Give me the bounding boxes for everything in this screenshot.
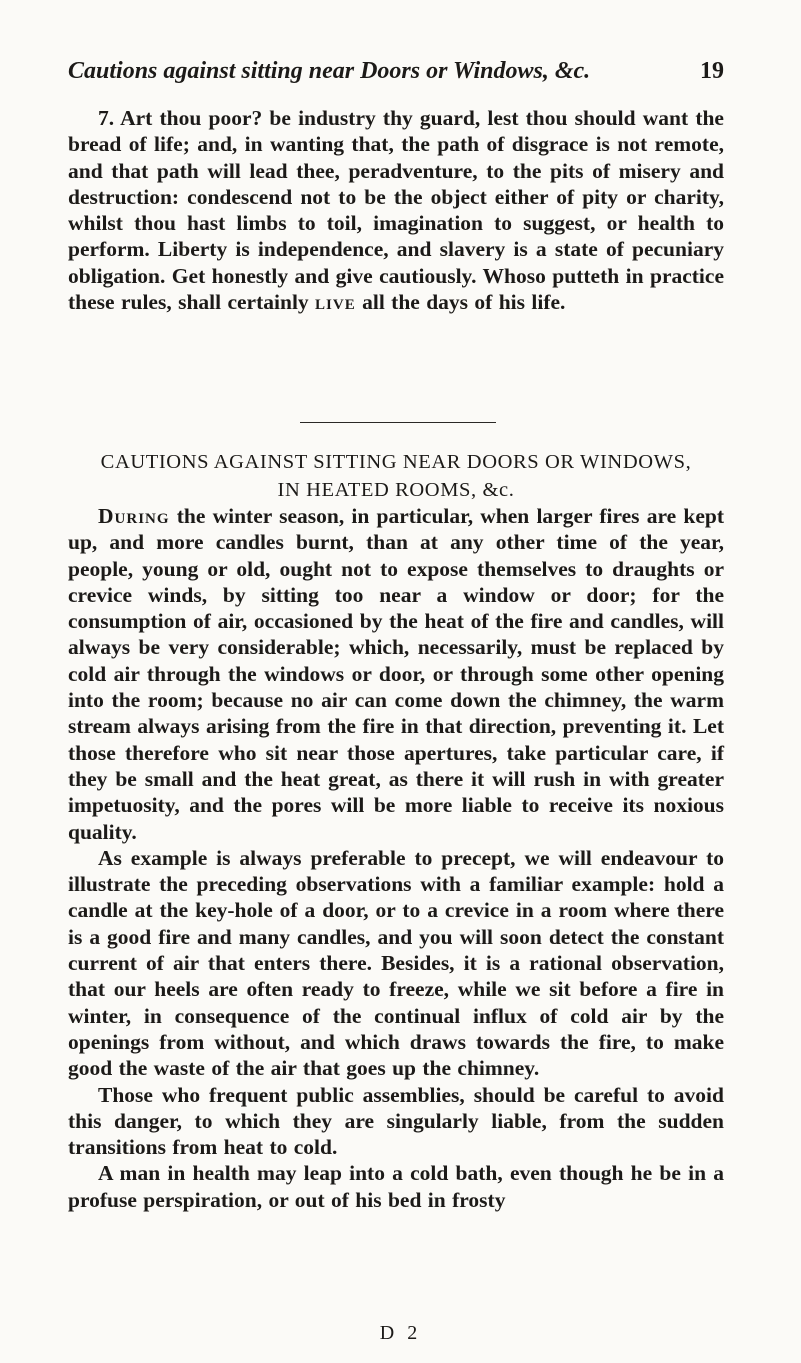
lead-word: During xyxy=(98,504,170,528)
paragraph-assemblies: Those who frequent public assemblies, should be careful to avoid this danger, to which they are singularly liable, from the sudden transitions from heat to cold. xyxy=(68,1082,724,1160)
page-number: 19 xyxy=(700,58,724,84)
signature-mark: D 2 xyxy=(379,1322,422,1344)
paragraph-7-tail: all the days of his life. xyxy=(362,290,566,315)
section-heading-line-1: CAUTIONS AGAINST SITTING NEAR DOORS OR WINDOWS, xyxy=(100,451,692,473)
emphasized-word: live xyxy=(315,290,356,315)
running-head xyxy=(68,58,724,94)
section-body xyxy=(68,503,724,1213)
paragraph-during xyxy=(68,503,724,845)
running-head-title: Cautions against sitting near Doors or Windows, &c. xyxy=(68,58,591,84)
paragraph-7 xyxy=(68,105,724,315)
paragraph-7-text: Art thou poor? be industry thy guard, lest thou should want the bread of life; and, in wanting that, the path of disgrace is not remote, and that path will lead thee, peradventure, to the pits of misery and destruction: condescend not to be the object either of pity or charity, whilst thou hast limbs to toil, imagination to suggest, or health to perform. Liberty is independence, and slavery is a state of pecuniary obligation. Get honestly and give cautiously. Whoso putteth in practice these rules, shall certainly xyxy=(68,106,724,315)
paragraph-example: As example is always preferable to precept, we will endeavour to illustrate the preceding observations with a familiar example: hold a candle at the key-hole of a door, or to a crevice in a room where there is a good fire and many candles, and you will soon detect the constant current of air that enters there. Besides, it is a rational observation, that our heels are often ready to freeze, while we sit before a fire in winter, in consequence of the continual influx of cold air by the openings from without, and which draws towards the fire, to make good the waste of the air that goes up the chimney. xyxy=(68,845,724,1081)
paragraph-cold-bath: A man in health may leap into a cold bath, even though he be in a profuse perspiration, or out of his bed in frosty xyxy=(68,1161,724,1212)
paragraph-number: 7. xyxy=(98,106,115,130)
paragraph-during-text: the winter season, in particular, when larger fires are kept up, and more candles burnt, than at any other time of the year, people, young or old, ought not to expose themselves to draughts or crevice winds, by sitting too near a window or door; for the consumption of air, occasioned by the heat of the fire and candles, will always be very considerable; which, necessarily, must be replaced by cold air through the windows or door, or through some other opening into the room; because no air can come down the chimney, the warm stream always arising from the fire in that direction, preventing it. Let those therefore who sit near those apertures, take particular care, if they be small and the heat great, as there it will rush in with greater impetuosity, and the pores will be more liable to receive its noxious quality. xyxy=(68,504,724,844)
section-heading xyxy=(68,448,724,504)
section-heading-line-2: IN HEATED ROOMS, &c. xyxy=(277,479,515,501)
section-divider xyxy=(300,422,496,423)
